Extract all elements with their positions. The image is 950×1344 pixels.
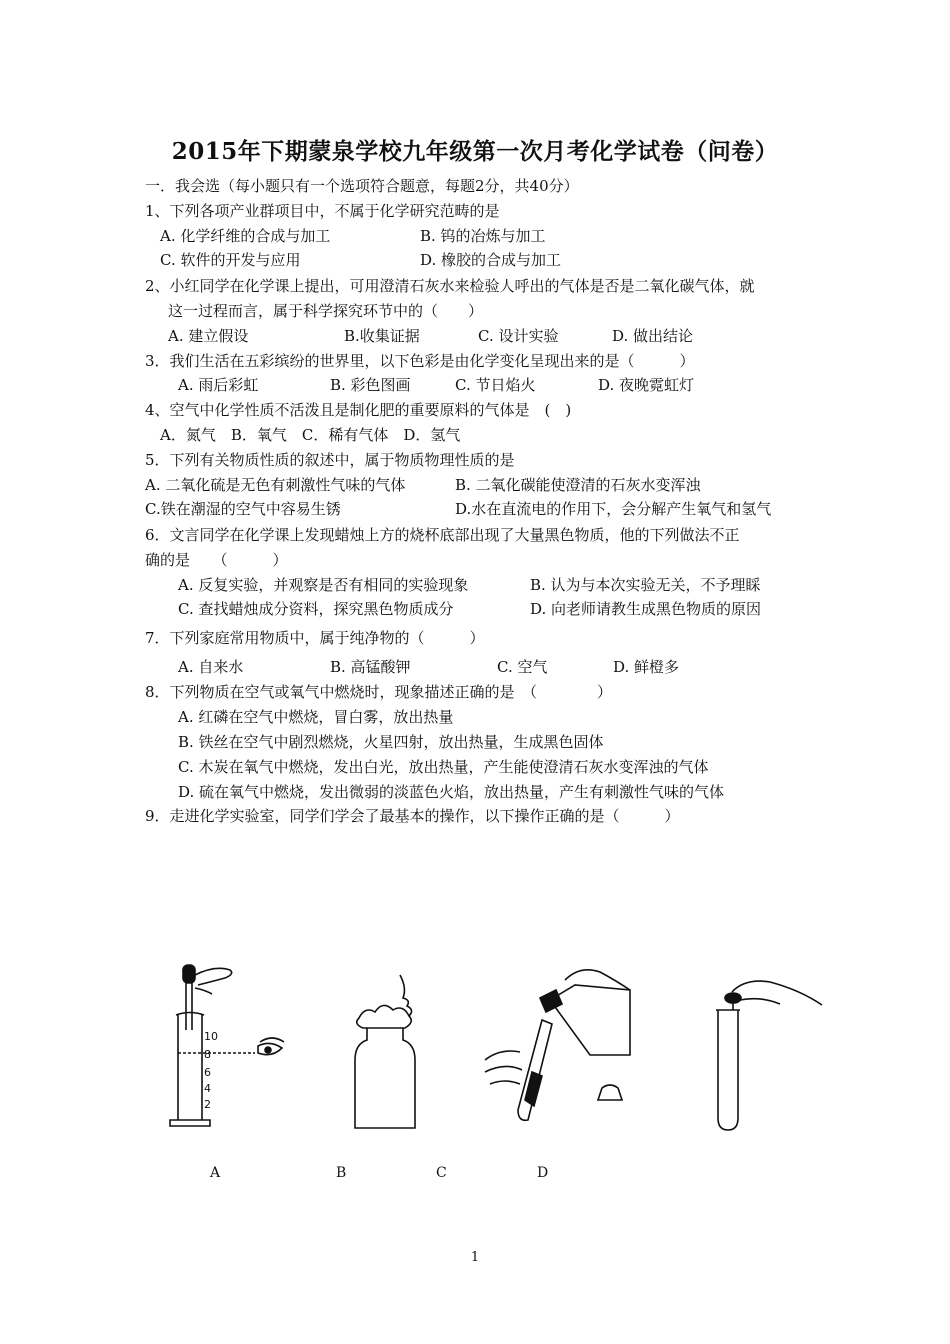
question-4-options: A．氮气 B．氧气 C．稀有气体 D．氢气 xyxy=(160,426,461,444)
question-6-option-a: A. 反复实验，并观察是否有相同的实验现象 xyxy=(178,576,469,594)
question-1-option-a: A. 化学纤维的合成与加工 xyxy=(160,227,331,245)
figure-b-gas-bottle xyxy=(345,970,445,1135)
question-6-stem-line2: 确的是 （ ） xyxy=(145,551,288,569)
question-5-option-a: A. 二氧化硫是无色有刺激性气味的气体 xyxy=(145,476,406,494)
section-heading: 一．我会选（每小题只有一个选项符合题意，每题2分，共40分） xyxy=(145,177,579,195)
cylinder-mark-2: 2 xyxy=(204,1098,211,1111)
question-1-option-d: D. 橡胶的合成与加工 xyxy=(420,251,562,269)
question-8-option-d: D. 硫在氧气中燃烧，发出微弱的淡蓝色火焰，放出热量，产生有刺激性气味的气体 xyxy=(178,783,725,801)
figure-d-dropper-test-tube xyxy=(700,960,830,1135)
question-2-stem-line2: 这一过程而言，属于科学探究环节中的（ ） xyxy=(168,302,484,320)
question-6-option-c: C. 查找蜡烛成分资料，探究黑色物质成分 xyxy=(178,600,454,618)
question-9-stem: 9．走进化学实验室，同学们学会了最基本的操作，以下操作正确的是（ ） xyxy=(145,807,680,825)
question-8-stem: 8．下列物质在空气或氧气中燃烧时，现象描述正确的是 （ ） xyxy=(145,683,613,701)
question-1-option-c: C. 软件的开发与应用 xyxy=(160,251,301,269)
figure-a-measuring-cylinder xyxy=(160,960,300,1135)
question-3-option-b: B. 彩色图画 xyxy=(330,376,411,394)
question-6-option-b: B. 认为与本次实验无关，不予理睬 xyxy=(530,576,761,594)
question-5-option-d: D.水在直流电的作用下，会分解产生氧气和氢气 xyxy=(455,500,772,518)
question-7-stem: 7．下列家庭常用物质中，属于纯净物的（ ） xyxy=(145,629,485,647)
cylinder-mark-4: 4 xyxy=(204,1082,211,1095)
question-1-stem: 1、下列各项产业群项目中，不属于化学研究范畴的是 xyxy=(145,202,500,220)
page-number: 1 xyxy=(470,1250,480,1265)
question-7-option-c: C. 空气 xyxy=(497,658,548,676)
cylinder-mark-6: 6 xyxy=(204,1066,211,1079)
question-3-option-d: D. 夜晚霓虹灯 xyxy=(598,376,695,394)
figure-label-d: D xyxy=(537,1165,549,1181)
question-6-stem-line1: 6．文言同学在化学课上发现蜡烛上方的烧杯底部出现了大量黑色物质，他的下列做法不正 xyxy=(145,526,740,544)
question-5-option-c: C.铁在潮湿的空气中容易生锈 xyxy=(145,500,341,518)
question-2-option-b: B.收集证据 xyxy=(344,327,420,345)
question-2-stem-line1: 2、小红同学在化学课上提出，可用澄清石灰水来检验人呼出的气体是否是二氧化碳气体，就 xyxy=(145,277,755,295)
figure-label-a: A xyxy=(210,1165,221,1181)
question-5-stem: 5．下列有关物质性质的叙述中，属于物质物理性质的是 xyxy=(145,451,515,469)
question-7-option-b: B. 高锰酸钾 xyxy=(330,658,411,676)
question-8-option-b: B. 铁丝在空气中剧烈燃烧，火星四射，放出热量，生成黑色固体 xyxy=(178,733,604,751)
question-8-option-c: C. 木炭在氧气中燃烧，发出白光，放出热量，产生能使澄清石灰水变浑浊的气体 xyxy=(178,758,709,776)
question-2-option-a: A. 建立假设 xyxy=(168,327,249,345)
figure-label-b: B xyxy=(336,1165,347,1181)
question-3-option-c: C. 节日焰火 xyxy=(455,376,536,394)
question-7-option-d: D. 鲜橙多 xyxy=(613,658,680,676)
figure-label-c: C xyxy=(436,1165,447,1181)
question-5-option-b: B. 二氧化碳能使澄清的石灰水变浑浊 xyxy=(455,476,701,494)
question-3-option-a: A. 雨后彩虹 xyxy=(178,376,259,394)
cylinder-mark-8: 8 xyxy=(204,1048,211,1061)
question-6-option-d: D. 向老师请教生成黑色物质的原因 xyxy=(530,600,762,618)
question-2-option-d: D. 做出结论 xyxy=(612,327,694,345)
question-8-option-a: A. 红磷在空气中燃烧，冒白雾，放出热量 xyxy=(178,708,454,726)
question-1-option-b: B. 钨的冶炼与加工 xyxy=(420,227,546,245)
cylinder-mark-10: 10 xyxy=(204,1030,218,1043)
page-title: 2015年下期蒙泉学校九年级第一次月考化学试卷（问卷） xyxy=(171,138,779,165)
question-7-option-a: A. 自来水 xyxy=(178,658,244,676)
question-4-stem: 4、空气中化学性质不活泼且是制化肥的重要原料的气体是 ( ) xyxy=(145,401,572,419)
question-3-stem: 3．我们生活在五彩缤纷的世界里，以下色彩是由化学变化呈现出来的是（ ） xyxy=(145,352,695,370)
figure-c-pouring-liquid xyxy=(480,960,650,1135)
question-2-option-c: C. 设计实验 xyxy=(478,327,559,345)
